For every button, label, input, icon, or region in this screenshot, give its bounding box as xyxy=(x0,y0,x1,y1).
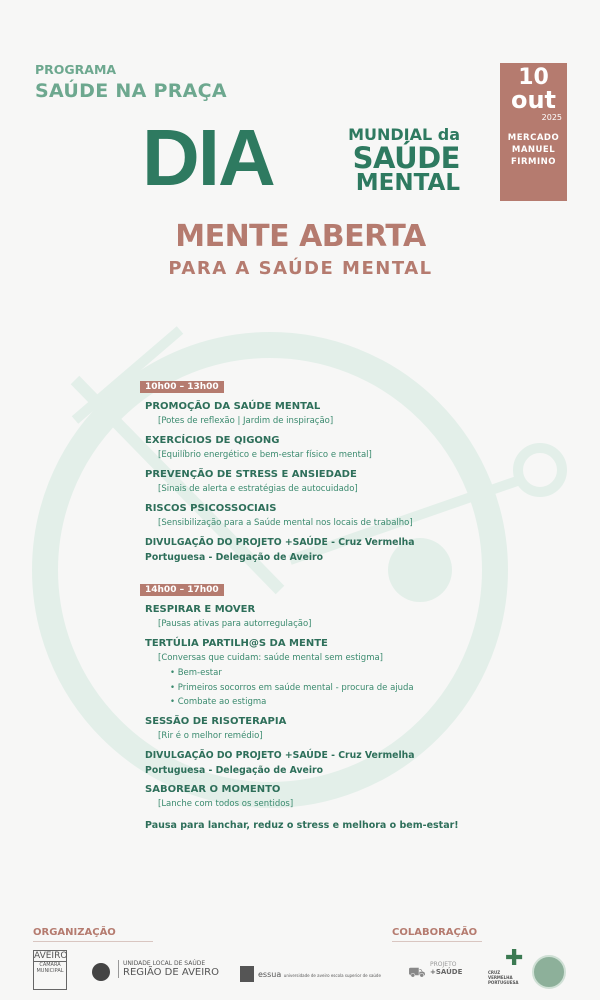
item-sub: [Conversas que cuidam: saúde mental sem estigma] xyxy=(158,653,383,663)
divider xyxy=(33,941,153,942)
truck-icon: ⛟ xyxy=(408,965,426,981)
item-title: Portuguesa - Delegação de Aveiro xyxy=(145,764,324,776)
date-box xyxy=(500,63,567,201)
logo-text: essua xyxy=(258,970,282,979)
schedule-item xyxy=(140,748,470,778)
item-title: PROMOÇÃO DA SAÚDE MENTAL xyxy=(145,401,321,412)
theme-title: MENTE ABERTA xyxy=(175,219,426,254)
date-year: 2025 xyxy=(541,113,562,122)
item-title: DIVULGAÇÃO DO PROJETO +SAÚDE - Cruz Vermelha xyxy=(145,749,415,761)
uls-logo xyxy=(118,960,219,978)
item-sub: [Equilíbrio energético e bem-estar físico e mental] xyxy=(158,450,372,460)
schedule-item xyxy=(140,714,470,744)
item-sub: [Lanche com todos os sentidos] xyxy=(158,798,294,809)
schedule-item xyxy=(140,602,470,632)
item-title: PREVENÇÃO DE STRESS E ANSIEDADE xyxy=(145,469,357,480)
projeto-logo xyxy=(430,961,462,976)
item-title: SABOREAR O MOMENTO xyxy=(145,783,281,795)
item-title: Portuguesa - Delegação de Aveiro xyxy=(145,552,324,563)
essua-icon xyxy=(240,966,254,982)
schedule-item xyxy=(140,636,470,710)
schedule-item xyxy=(140,399,470,429)
afternoon-schedule xyxy=(140,577,470,831)
logo-text: UNIDADE LOCAL DE SAÚDE xyxy=(123,960,206,967)
schedule-item xyxy=(140,782,470,812)
morning-schedule xyxy=(140,374,470,569)
item-sub: [Pausas ativas para autorregulação] xyxy=(158,619,312,629)
schedule-footer: Pausa para lanchar, reduz o stress e melhora o bem-estar! xyxy=(145,819,459,831)
logo-text: universidade de aveiro escola superior de saúde xyxy=(283,973,381,978)
logo-text: +SAÚDE xyxy=(430,968,463,976)
schedule-item xyxy=(140,467,470,497)
item-title: RISCOS PSICOSSOCIAIS xyxy=(145,503,277,514)
logo-text: REGIÃO DE AVEIRO xyxy=(123,967,220,978)
logo-text: AVEIRO xyxy=(34,951,68,961)
logo-text: PROJETO xyxy=(430,961,457,968)
item-title: EXERCÍCIOS DE QIGONG xyxy=(145,435,280,446)
aveiro-logo xyxy=(33,950,67,990)
organizacao-label: ORGANIZAÇÃO xyxy=(33,927,116,938)
emblem-logo xyxy=(532,955,566,989)
place-line: MERCADO xyxy=(507,133,560,143)
essua-logo xyxy=(258,970,381,979)
item-sub: [Potes de reflexão | Jardim de inspiração] xyxy=(158,416,334,426)
title-line3: MENTAL xyxy=(355,170,460,196)
item-title: RESPIRAR E MOVER xyxy=(145,604,256,615)
item-sub: [Rir é o melhor remédio] xyxy=(158,730,263,741)
place-line: FIRMINO xyxy=(511,157,556,167)
time-badge: 10h00 – 13h00 xyxy=(140,381,224,393)
item-title: TERTÚLIA PARTILH@S DA MENTE xyxy=(145,638,328,649)
colaboracao-label: COLABORAÇÃO xyxy=(392,927,478,938)
date-day: 10 xyxy=(518,65,549,90)
item-title: DIVULGAÇÃO DO PROJETO +SAÚDE - Cruz Vermelha xyxy=(145,537,415,548)
red-cross-icon: ✚ xyxy=(505,946,524,971)
time-badge: 14h00 – 17h00 xyxy=(140,584,224,596)
title-dia: DIA xyxy=(142,113,274,202)
program-label: PROGRAMA xyxy=(35,62,117,77)
place-line: MANUEL xyxy=(511,145,556,155)
title-block xyxy=(330,126,460,194)
theme-subtitle: PARA A SAÚDE MENTAL xyxy=(168,258,433,279)
title-line1: MUNDIAL da xyxy=(348,125,460,144)
bullet: • Primeiros socorros em saúde mental - procura de ajuda xyxy=(170,682,414,693)
item-sub: [Sinais de alerta e estratégias de autocuidado] xyxy=(158,484,358,494)
uls-icon xyxy=(92,963,110,981)
logo-text: CÂMARA MUNICIPAL xyxy=(36,962,64,974)
logo-text: CRUZ VERMELHA PORTUGUESA xyxy=(488,970,519,985)
title-line2: SAÚDE xyxy=(352,141,460,175)
item-title: SESSÃO DE RISOTERAPIA xyxy=(145,715,287,727)
item-sub: [Sensibilização para a Saúde mental nos locais de trabalho] xyxy=(158,518,413,528)
schedule-item xyxy=(140,433,470,463)
schedule-item xyxy=(140,501,470,531)
divider xyxy=(392,941,482,942)
bullet: • Bem-estar xyxy=(170,668,222,678)
program-name: SAÚDE NA PRAÇA xyxy=(35,80,227,102)
schedule-item xyxy=(140,535,470,565)
bullet: • Combate ao estigma xyxy=(170,697,267,707)
date-month: out xyxy=(510,86,557,114)
